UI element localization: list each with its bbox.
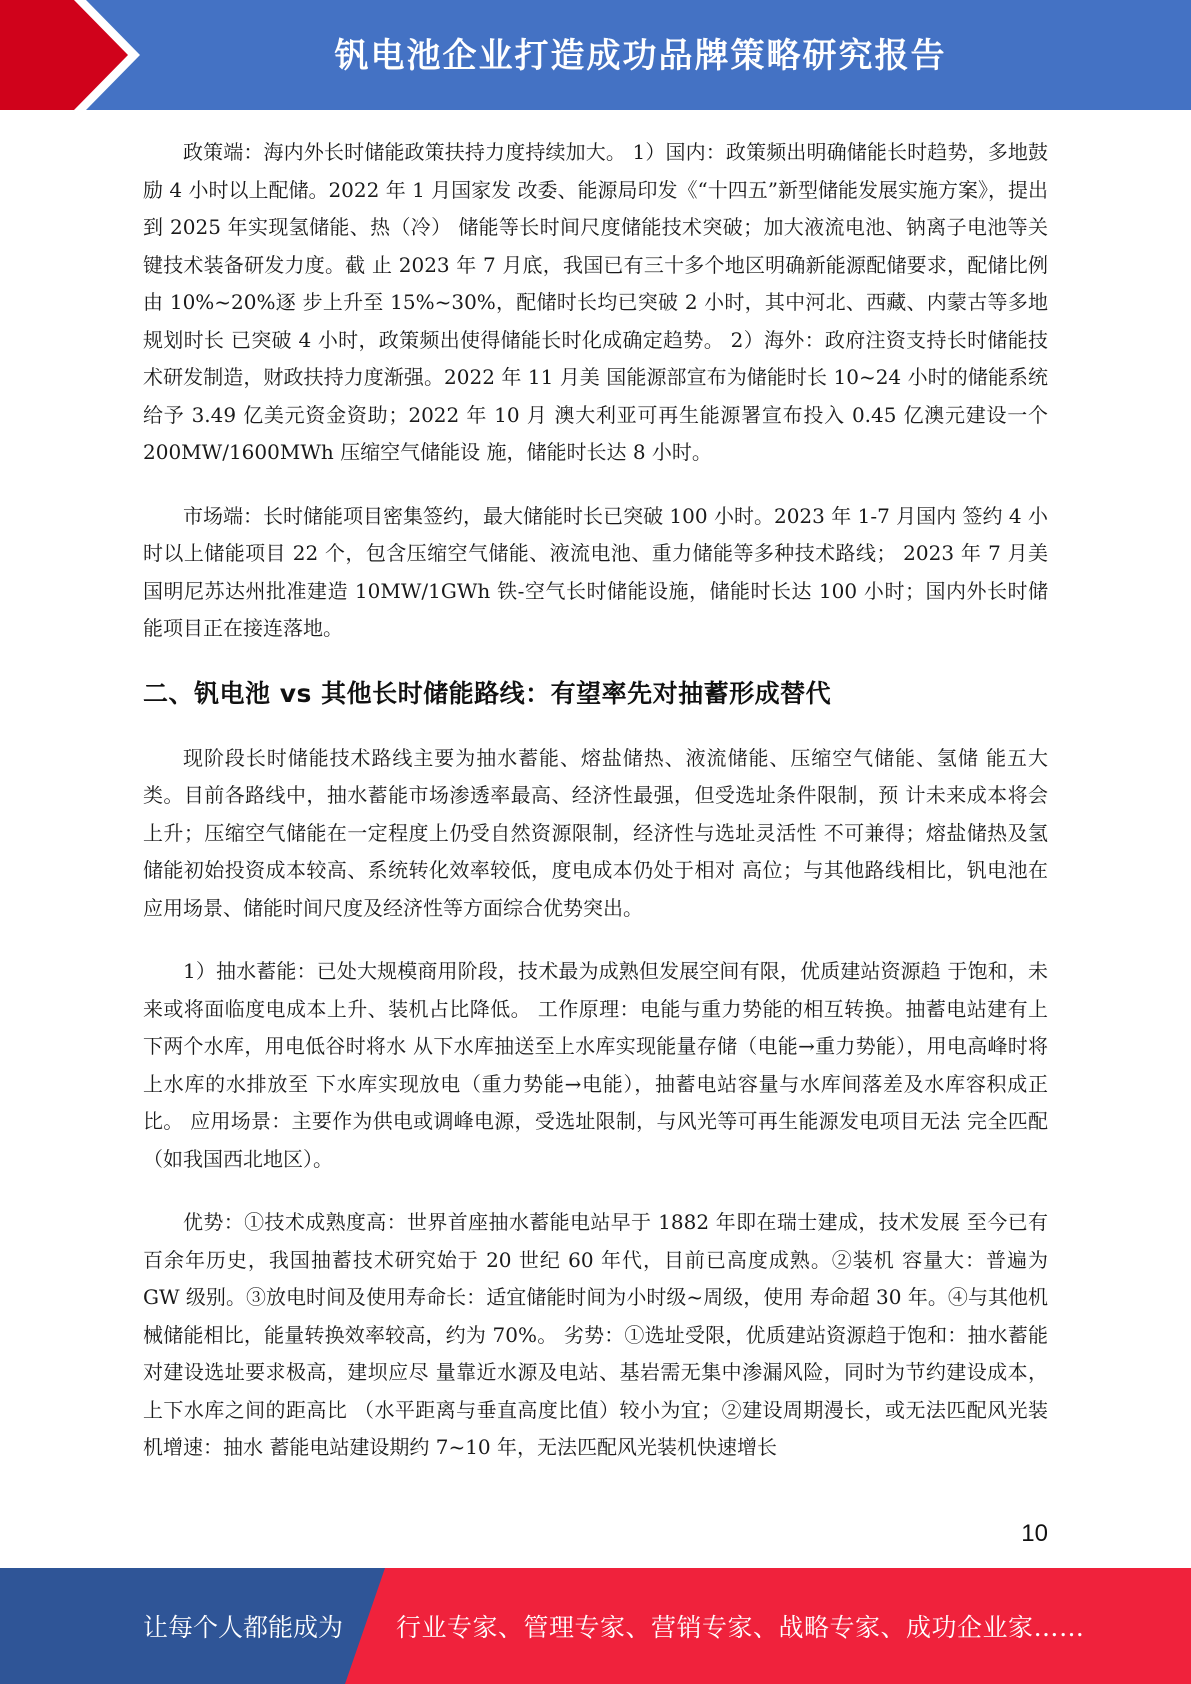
footer-slogan-right: 行业专家、管理专家、营销专家、战略专家、成功企业家……: [396, 1613, 1085, 1642]
section-heading: 二、钒电池 vs 其他长时储能路线：有望率先对抽蓄形成替代: [143, 678, 832, 708]
report-header: [0, 0, 1191, 110]
paragraph-pumped-hydro: 1）抽水蓄能：已处大规模商用阶段，技术最为成熟但发展空间有限，优质建站资源趋 于饱和，未来或将面临度电成本上升、装机占比降低。 工作原理：电能与重力势能的相互转换。抽蓄电站建有上下两个水库，用电低谷时将水 从下水库抽送至上水库实现能量存储（电能→重力势能），用电高峰时将上水库的水排放至 下水库实现放电（重力势能→电能），抽蓄电站容量与水库间落差及水库容积成正比。 应用场景：主要作为供电或调峰电源，受选址限制，与风光等可再生能源发电项目无法 完全匹配（如我国西北地区）。: [143, 959, 1048, 1171]
paragraph-routes-overview: 现阶段长时储能技术路线主要为抽水蓄能、熔盐储热、液流储能、压缩空气储能、氢储 能五大类。目前各路线中，抽水蓄能市场渗透率最高、经济性最强，但受选址条件限制，预 计未来成本将会上升；压缩空气储能在一定程度上仍受自然资源限制，经济性与选址灵活性 不可兼得；熔盐储热及氢储能初始投资成本较高、系统转化效率较低，度电成本仍处于相对 高位；与其他路线相比，钒电池在应用场景、储能时间尺度及经济性等方面综合优势突出。: [143, 745, 1048, 920]
report-footer: [0, 1568, 1191, 1684]
footer-slogan-left: 让每个人都能成为: [143, 1613, 344, 1642]
paragraph-policy: 政策端：海内外长时储能政策扶持力度持续加大。 1）国内：政策频出明确储能长时趋势，多地鼓励 4 小时以上配储。2022 年 1 月国家发 改委、能源局印发《“十四五”新型储能发展实施方案》，提出到 2025 年实现氢储能、热（冷） 储能等长时间尺度储能技术突破；加大液流电池、钠离子电池等关键技术装备研发力度。截 止 2023 年 7 月底，我国已有三十多个地区明确新能源配储要求，配储比例由 10%~20%逐 步上升至 15%~30%，配储时长均已突破 2 小时，其中河北、西藏、内蒙古等多地规划时长 已突破 4 小时，政策频出使得储能长时化成确定趋势。 2）海外：政府注资支持长时储能技术研发制造，财政扶持力度渐强。2022 年 11 月美 国能源部宣布为储能时长 10~24 小时的储能系统给予 3.49 亿美元资金资助；2022 年 10 月 澳大利亚可再生能源署宣布投入 0.45 亿澳元建设一个 200MW/1600MWh 压缩空气储能设 施，储能时长达 8 小时。: [143, 140, 1048, 464]
report-title: 钒电池企业打造成功品牌策略研究报告: [334, 36, 947, 76]
paragraph-pros-cons: 优势：①技术成熟度高：世界首座抽水蓄能电站早于 1882 年即在瑞士建成，技术发展 至今已有百余年历史，我国抽蓄技术研究始于 20 世纪 60 年代，目前已高度成熟。②装机 容量大：普遍为 GW 级别。③放电时间及使用寿命长：适宜储能时间为小时级~周级，使用 寿命超 30 年。④与其他机械储能相比，能量转换效率较高，约为 70%。 劣势：①选址受限，优质建站资源趋于饱和：抽水蓄能对建设选址要求极高，建坝应尽 量靠近水源及电站、基岩需无集中渗漏风险，同时为节约建设成本，上下水库之间的距高比 （水平距离与垂直高度比值）较小为宜；②建设周期漫长，或无法匹配风光装机增速：抽水 蓄能电站建设期约 7~10 年，无法匹配风光装机快速增长: [143, 1210, 1048, 1459]
document-body: [143, 134, 1048, 1493]
paragraph-market: 市场端：长时储能项目密集签约，最大储能时长已突破 100 小时。2023 年 1-7 月国内 签约 4 小时以上储能项目 22 个，包含压缩空气储能、液流电池、重力储能等多种技术路线； 2023 年 7 月美国明尼苏达州批准建造 10MW/1GWh 铁-空气长时储能设施，储能时长达 100 小时；国内外长时储能项目正在接连落地。: [143, 503, 1048, 640]
page-number: 10: [1021, 1520, 1048, 1547]
